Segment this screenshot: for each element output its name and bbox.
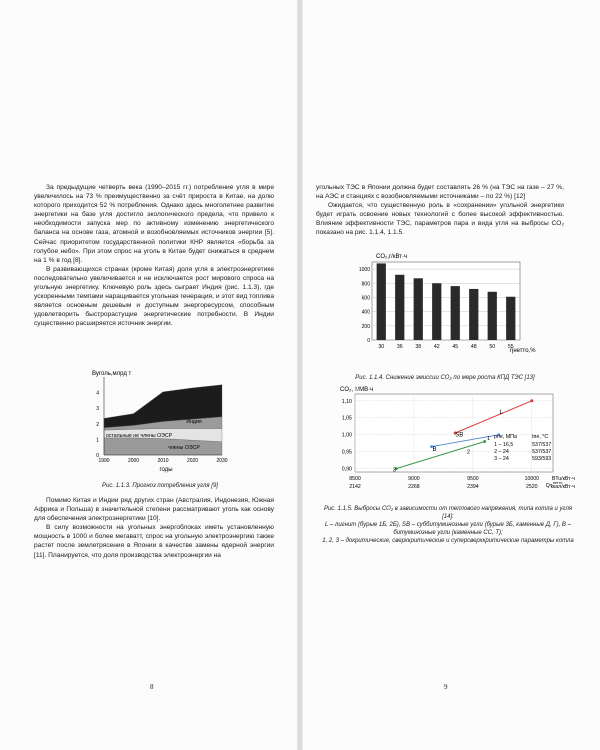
point-label: 1 [487, 435, 491, 442]
x-tick-label: 36 [396, 344, 403, 350]
x-tick-label: 48 [470, 344, 477, 350]
left-after-text [34, 496, 274, 560]
x-tick-label: 55 [507, 344, 514, 350]
y-tick-label: 0 [367, 338, 370, 344]
x-bottom-tick-label: 2142 [349, 484, 361, 490]
plot-frame [372, 262, 520, 340]
y-tick-label: 0,95 [341, 449, 352, 456]
bar [451, 286, 460, 340]
y-tick-label: 1,05 [341, 415, 352, 422]
y-tick-label: 0,90 [341, 466, 352, 473]
x-tick-label: 45 [452, 344, 459, 350]
series-label: Китай [181, 383, 197, 389]
page-number-right: 9 [444, 683, 448, 691]
fig3-ylabel: Вуголь,млрд т [92, 371, 132, 377]
fig3-plot-area [96, 377, 228, 464]
y-tick-label: 1,00 [341, 432, 352, 439]
coal-forecast-chart [84, 367, 234, 473]
left-intro-text [34, 183, 274, 329]
y-tick-label: 400 [361, 309, 370, 316]
data-point [530, 399, 533, 402]
y-tick-label: 200 [361, 323, 370, 330]
fig3-xlabel: годы [159, 467, 173, 473]
y-tick-label: 0 [96, 453, 99, 459]
y-tick-label: 1000 [358, 267, 370, 274]
table-cell: 3 – 24 [494, 456, 509, 463]
bar [469, 289, 478, 340]
x-axis-label-bottom: ккал/кВт·ч [550, 484, 575, 490]
y-tick-label: 1 [96, 437, 99, 444]
y-tick-label: 2 [96, 421, 99, 428]
fig4-xlabel: ηнетто,% [510, 348, 536, 354]
table-cell: 2 – 24 [494, 449, 509, 456]
paragraph: За предыдущие четверть века (1990–2015 гг.) потребление угля в мире увеличилось на 73 % преимущественно за счёт прироста в Китае, на долю которого приходится 52 % потребления. Однако здесь многолетнее развитие энергетики на базе угля достигло экологического предела, что привело к необходимости запуска мер по активному изменению энергетического баланса на основе газа, атомной и возобновляемых источников энергии [5]. Сейчас приоритетом государственной политики КНР является «борьба за голубое небо». При этом спрос на уголь в Китае будет снижаться в среднем на 1 % в год [8]. [34, 184, 274, 264]
series-label: B [432, 447, 437, 454]
x-tick-label: 2030 [216, 458, 228, 464]
table-cell: 537/537 [532, 442, 552, 449]
x-top-tick-label: 9000 [408, 476, 420, 482]
fig5-caption-line: L – лигнит (бурые 1Б, 2Б), SB – суббитуминозные угли (бурые 3Б, каменные Д, Г), B – битуминозные угли (каменные СС, Т); [325, 522, 571, 536]
bar [506, 297, 515, 340]
x-tick-label: 38 [415, 344, 422, 350]
x-tick-label: 42 [433, 344, 440, 350]
fig5-ylabel: CO₂, т/МВ·ч [340, 387, 374, 393]
series-label: члены ОЭСР [168, 445, 200, 451]
point-label: 2 [466, 449, 471, 456]
paragraph: Ожидается, что существенную роль в «сохранении» угольной энергетики будет играть освоение новых технологий с более высокой эффективностью. Влияние эффективности ТЭС, параметров пара и вида угля на выбросы CO₂ показано на рис. 1.1.4, 1.1.5. [316, 202, 564, 237]
fig5-caption-line: Рис. 1.1.5. Выбросы CO₂ в зависимости от теплового напряжения, типа котла и угля [14]: [323, 506, 573, 520]
data-point [483, 440, 486, 443]
paragraph: В развивающихся странах (кроме Китая) доля угля в электроэнергетике последовательно увеличивается и не исключается рост мирового спроса на угольную энергетику. Ключевую роль здесь сыграет Индия (рис. 1.1.3), где ускоренными темпами наращивается угольная генерация, и этот вид топлива является основным дешевым и доступным энергоресурсом, способным удовлетворить быстрорастущие энергетические потребности. В Индии существенно расширяется источник энергии. [34, 265, 274, 328]
fig5-plot-area [342, 394, 576, 490]
bar [488, 292, 497, 340]
series-label: остальные не члены ОЭСР [105, 433, 173, 439]
bar [377, 263, 386, 340]
y-tick-label: 4 [96, 390, 99, 397]
bar [414, 278, 423, 340]
y-tick-label: 600 [361, 295, 370, 302]
fig5-caption-line: 1, 2, 3 – докритические, сверхкритические и суперсверхкритические параметры котла [322, 538, 574, 544]
x-last-bottom-label: нетто [552, 481, 563, 485]
bar [395, 275, 404, 340]
table-cell: 537/537 [532, 449, 552, 456]
x-tick-label: 50 [489, 344, 496, 350]
x-axis-label-top: BTu/кВт·ч [551, 476, 575, 482]
page-number-left: 8 [150, 683, 154, 691]
x-tick-label: 2020 [186, 458, 199, 464]
x-tick-label: 2000 [127, 458, 140, 464]
y-tick-label: 1,10 [341, 398, 352, 405]
x-bottom-tick-label: 2394 [467, 484, 479, 490]
fig3-caption: Рис. 1.1.3. Прогноз потребления угля [9] [102, 483, 218, 489]
table-cell: 1 – 16,5 [494, 442, 514, 449]
right-top-text [316, 183, 564, 238]
x-tick-label: 30 [378, 344, 385, 350]
x-top-tick-label: 9500 [467, 476, 479, 482]
series-label: Индия [186, 419, 202, 425]
point-label: 3 [392, 467, 396, 474]
co2-efficiency-chart [350, 252, 536, 362]
x-bottom-tick-label: 2268 [408, 484, 420, 490]
table-cell: 593/593 [532, 456, 552, 463]
x-tick-label: 1990 [98, 458, 110, 464]
co2-heat-rate-chart [325, 382, 575, 494]
series-label: L [499, 409, 503, 416]
paragraph: Помимо Китая и Индии ряд других стран (Австралия, Индонезия, Южная Африка и Польша) в значительной степени рассматривают уголь как основу для обеспечения электроэнергетики [10]. [34, 497, 274, 523]
y-tick-label: 3 [96, 406, 99, 413]
series-label: SB [455, 432, 464, 439]
x-bottom-tick-label: 2520 [526, 484, 538, 490]
fig4-plot-area [359, 262, 520, 350]
paragraph: В силу возможности на угольных энергоблоках иметь установленную мощность в 1000 и более мегаватт, спрос на угольную электроэнергию также растет после землетрясения в Японии в качестве замены ядерной энергии [11]. Планируется, что доля производства электроэнергии на [34, 524, 274, 559]
book-fold [297, 0, 303, 750]
bar [432, 283, 441, 340]
x-top-tick-label: 8500 [349, 476, 361, 482]
fig5-caption [322, 505, 574, 545]
y-tick-label: 800 [361, 281, 370, 288]
table-header: pпе, МПа [494, 434, 517, 441]
paragraph: угольных ТЭС в Японии должна будет составлять 26 % (на ТЭС на газе – 27 %, на АЭС и станциях с возобновляемыми источниками – по 22 %) [12] [316, 184, 564, 201]
x-top-tick-label: 10000 [524, 476, 540, 482]
x-tick-label: 2010 [157, 458, 169, 464]
fig4-ylabel: CO₂,г/кВт·ч [376, 254, 408, 260]
table-header: tпе, °C [532, 434, 549, 441]
fig4-caption: Рис. 1.1.4. Снижение эмиссии CO₂ по мере роста КПД ТЭС [13] [355, 375, 535, 381]
x-last-top-label: Qт [545, 483, 553, 489]
